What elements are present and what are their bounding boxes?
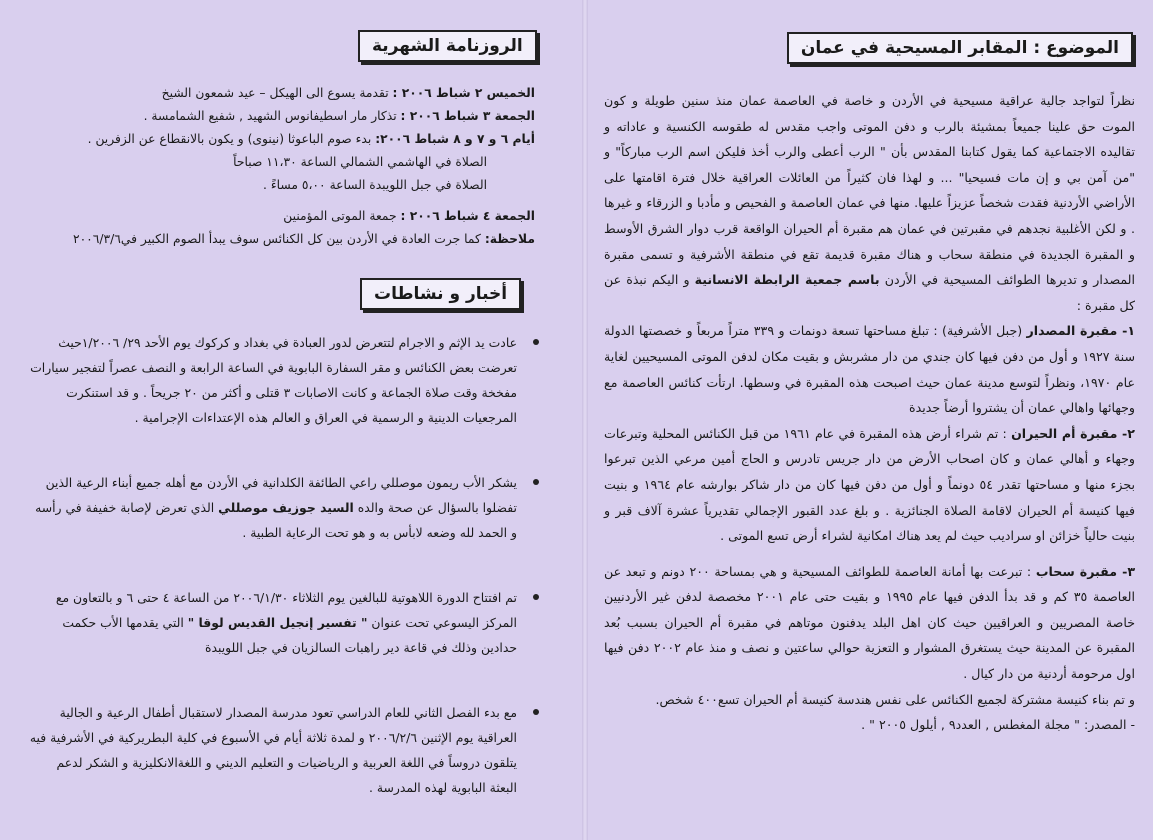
news-bold: السيد جوزيف موصللي bbox=[218, 500, 354, 515]
calendar-note bbox=[22, 228, 535, 251]
source-text: - المصدر: " مجلة المغطس , العدد٩ , أيلول ٢٠٠٥ " . bbox=[861, 717, 1135, 733]
news-text-end: الذي تعرض لإصابة خفيفة في رأسه و الحمد لله وضعه لابأس به و هو تحت الرعاية الطبية . bbox=[35, 500, 517, 540]
note-label: ملاحظة: bbox=[484, 232, 535, 246]
bullet-icon bbox=[533, 339, 539, 345]
calendar-list bbox=[22, 82, 535, 251]
news-text: تم افتتاح الدورة اللاهوتية للبالغين يوم الثلاثاء ٢٠٠٦/١/٣٠ من الساعة ٤ حتى ٦ و بالتعاون مع المركز اليسوعي تحت عنوان bbox=[55, 590, 517, 630]
calendar-date: أيام ٦ و ٧ و ٨ شباط ٢٠٠٦: bbox=[375, 132, 535, 146]
calendar-entry bbox=[22, 174, 535, 197]
calendar-title: الروزنامة الشهرية bbox=[358, 30, 537, 62]
bullet-icon bbox=[533, 594, 539, 600]
news-item bbox=[28, 700, 535, 800]
bullet-icon bbox=[533, 709, 539, 715]
section-text: : تبرعت بها أمانة العاصمة للطوائف المسيحية و هي بمساحة ٢٠٠ دونم و تبعد عن العاصمة ٣٥ كم و قد بدأ الدفن فيها عام ١٩٩٥ و بقيت حتى عام ٢٠٠١ مخصصة لدفن غير الأردنيين خاصة المصريين و العراقيين حيث كان اهل البلد يدفنون موتاهم في مقبرة أم الحيران بسبب بُعد المقبرة عن المدينة حيث يستغرق المشوار و التعزية حوالي ساعتين و نصف و منذ عام ٢٠٠٢ دفن فيها اول مرحومة أردنية من دار كيال . bbox=[604, 563, 1136, 682]
section-text: : تم شراء أرض هذه المقبرة في عام ١٩٦١ من قبل الكنائس المحلية وتبرعات وجهاء و أهالي عمان و كان اصحاب الأرض من دار جريس تادرس و الحاج أمين مرعي الذين تبرعوا بجزء منها و مساحتها تقدر ٥٤ دونماً و أول من دفن فيها كان من دار شاكر بوارشه عام ١٩٦٤ و بنيت فيها كنيسة أم الحيران لاقامة الصلاة الجنائزية . و بلغ عدد القبور الإجمالي تقديرياً عشرة آلاف قبر و بنيت حالياً خزائن او سراديب حيث لم يعد هناك امكانية لشراء أرض تسع الموتى . bbox=[604, 425, 1136, 544]
note-text: كما جرت العادة في الأردن بين كل الكنائس سوف يبدأ الصوم الكبير في٢٠٠٦/٣/٦ bbox=[72, 232, 481, 246]
subject-body bbox=[604, 88, 1135, 738]
news-title: أخبار و نشاطات bbox=[360, 278, 521, 310]
news-bold: " تفسير إنجيل القديس لوقا " bbox=[187, 615, 368, 630]
news-item bbox=[28, 585, 535, 660]
closing-text: و تم بناء كنيسة مشتركة لجميع الكنائس على نفس هندسة كنيسة أم الحيران تسع٤٠٠ شخص. bbox=[655, 691, 1135, 707]
news-text: مع بدء الفصل الثاني للعام الدراسي تعود مدرسة المصدار لاستقبال أطفال الرعية و الجالية العراقية يوم الإثنين ٢٠٠٦/٢/٦ و لمدة ثلاثة أيام في الأسبوع في كلية البطريركية في الأشرفية فيه يتلقون دروساً في اللغة العربية و الرياضيات و التعليم الديني و اللغةالانكليزية و الشكر لدعم البعثة البابوية لهذه المدرسة . bbox=[29, 705, 517, 795]
calendar-entry bbox=[22, 105, 535, 128]
section-sahab bbox=[604, 559, 1135, 687]
calendar-entry bbox=[22, 128, 535, 151]
calendar-text: الصلاة في جبل اللويبدة الساعة ٥،٠٠ مساءً . bbox=[263, 178, 487, 192]
calendar-text: جمعة الموتى المؤمنين bbox=[283, 209, 397, 223]
calendar-text: تقدمة يسوع الى الهيكل – عيد شمعون الشيخ bbox=[161, 86, 389, 100]
section-text: (جبل الأشرفية) : تبلغ مساحتها تسعة دونمات و ٣٣٩ متراً مربعاً و خصصتها الدولة سنة ١٩٢٧ و أول من دفن فيها كان جندي من دار مشربش و بقيت مكان لدفن الموتى المسيحيين لغاية عام ١٩٧٠، ونظراً لتوسع مدينة عمان حيث اصبحت هذه المقبرة في وسطها. ارتأت كنائس العاصمة مع وجهائها واهالي عمان أن يشتروا أرضاً جديدة bbox=[604, 323, 1135, 416]
calendar-date: الجمعة ٣ شباط ٢٠٠٦ : bbox=[400, 109, 535, 123]
news-text: عادت يد الإثم و الاجرام لتتعرض لدور العبادة في بغداد و كركوك يوم الأحد ٢٩/ ١/٢٠٠٦حيث تعرضت بعض الكنائس و مقر السفارة البابوية في الساعة الرابعة و النصف عصراً لتفجير سيارات مفخخة وقت صلاة الجماعة و كانت الاصابات ٣ قتلى و أكثر من ٢٠ جريحاً . و قد استنكرت المرجعيات الدينية و الرسمية في العراق و العالم هذه الإعتداءات الإجرامية . bbox=[30, 335, 517, 425]
calendar-text: تذكار مار اسطيفانوس الشهيد , شفيع الشمامسة . bbox=[143, 109, 397, 123]
section-umm-alhairan bbox=[604, 421, 1135, 549]
bullet-icon bbox=[533, 479, 539, 485]
section-masdar bbox=[604, 318, 1135, 420]
calendar-text: الصلاة في الهاشمي الشمالي الساعة ١١،٣٠ صباحاً bbox=[233, 155, 487, 169]
intro-text: نظراً لتواجد جالية عراقية مسيحية في الأردن و خاصة في العاصمة عمان منذ سنين طويلة و كون الموت حق علينا جميعاً بمشيئة بالرب و دفن الموتى واجب مقدس له طقوسه الكنسية و عاداته و تقاليده الاجتماعية كما يقول كتابنا المقدس بأن " الرب أعطى والرب أخذ فليكن اسم الرب مباركاً" و "من آمن بي و إن مات فسيحيا" ... و لهذا فان كثيراً من العائلات العراقية خلال فترة اقامتها على الأراضي الأردنية فقدت شخصاً عزيزاً عليها. منها في عمان العاصمة و الفحيص و مأدبا و الزرقاء و غيرها . و لكن الأغلبية نجدهم في مقبرتين في عمان هم مقبرة أم الحيران الواقعة قرب دوار الشرق الأوسط و المقبرة الجديدة في منطقة سحاب و هناك مقبرة قديمة تقع في منطقة الأشرفية و تسمى مقبرة المصدار و تديرها الطوائف المسيحية في الأردن bbox=[604, 93, 1135, 288]
calendar-entry bbox=[22, 205, 535, 228]
news-item bbox=[28, 330, 535, 430]
news-text-end: التي يقدمها الأب حكمت حدادين وذلك في قاعة دير راهبات السالزيان في جبل اللويبدة bbox=[62, 615, 517, 655]
subject-column bbox=[590, 0, 1153, 840]
news-item bbox=[28, 470, 535, 545]
subject-title: الموضوع : المقابر المسيحية في عمان bbox=[787, 32, 1133, 64]
section-heading: ٢- مقبرة أم الحيران bbox=[1011, 425, 1135, 441]
calendar-entry bbox=[22, 82, 535, 105]
calendar-text: بدء صوم الباعوثا (نينوى) و يكون بالانقطاع عن الزفرين . bbox=[87, 132, 372, 146]
news-text: يشكر الأب ريمون موصللي راعي الطائفة الكلدانية في الأردن مع أهله جميع أبناء الرعية الذين تفضلوا بالسؤال عن صحة والده bbox=[45, 475, 517, 515]
subject-intro bbox=[604, 88, 1135, 318]
news-list bbox=[28, 330, 535, 840]
section-heading: ١- مقبرة المصدار bbox=[1026, 323, 1136, 339]
intro-end: و اليكم نبذة عن كل مقبرة : bbox=[604, 272, 1135, 313]
intro-bold: باسم جمعية الرابطة الانسانية bbox=[694, 272, 880, 288]
calendar-date: الخميس ٢ شباط ٢٠٠٦ : bbox=[392, 86, 535, 100]
calendar-date: الجمعة ٤ شباط ٢٠٠٦ : bbox=[400, 209, 535, 223]
calendar-entry bbox=[22, 151, 535, 174]
section-heading: ٣- مقبرة سحاب bbox=[1035, 563, 1136, 579]
